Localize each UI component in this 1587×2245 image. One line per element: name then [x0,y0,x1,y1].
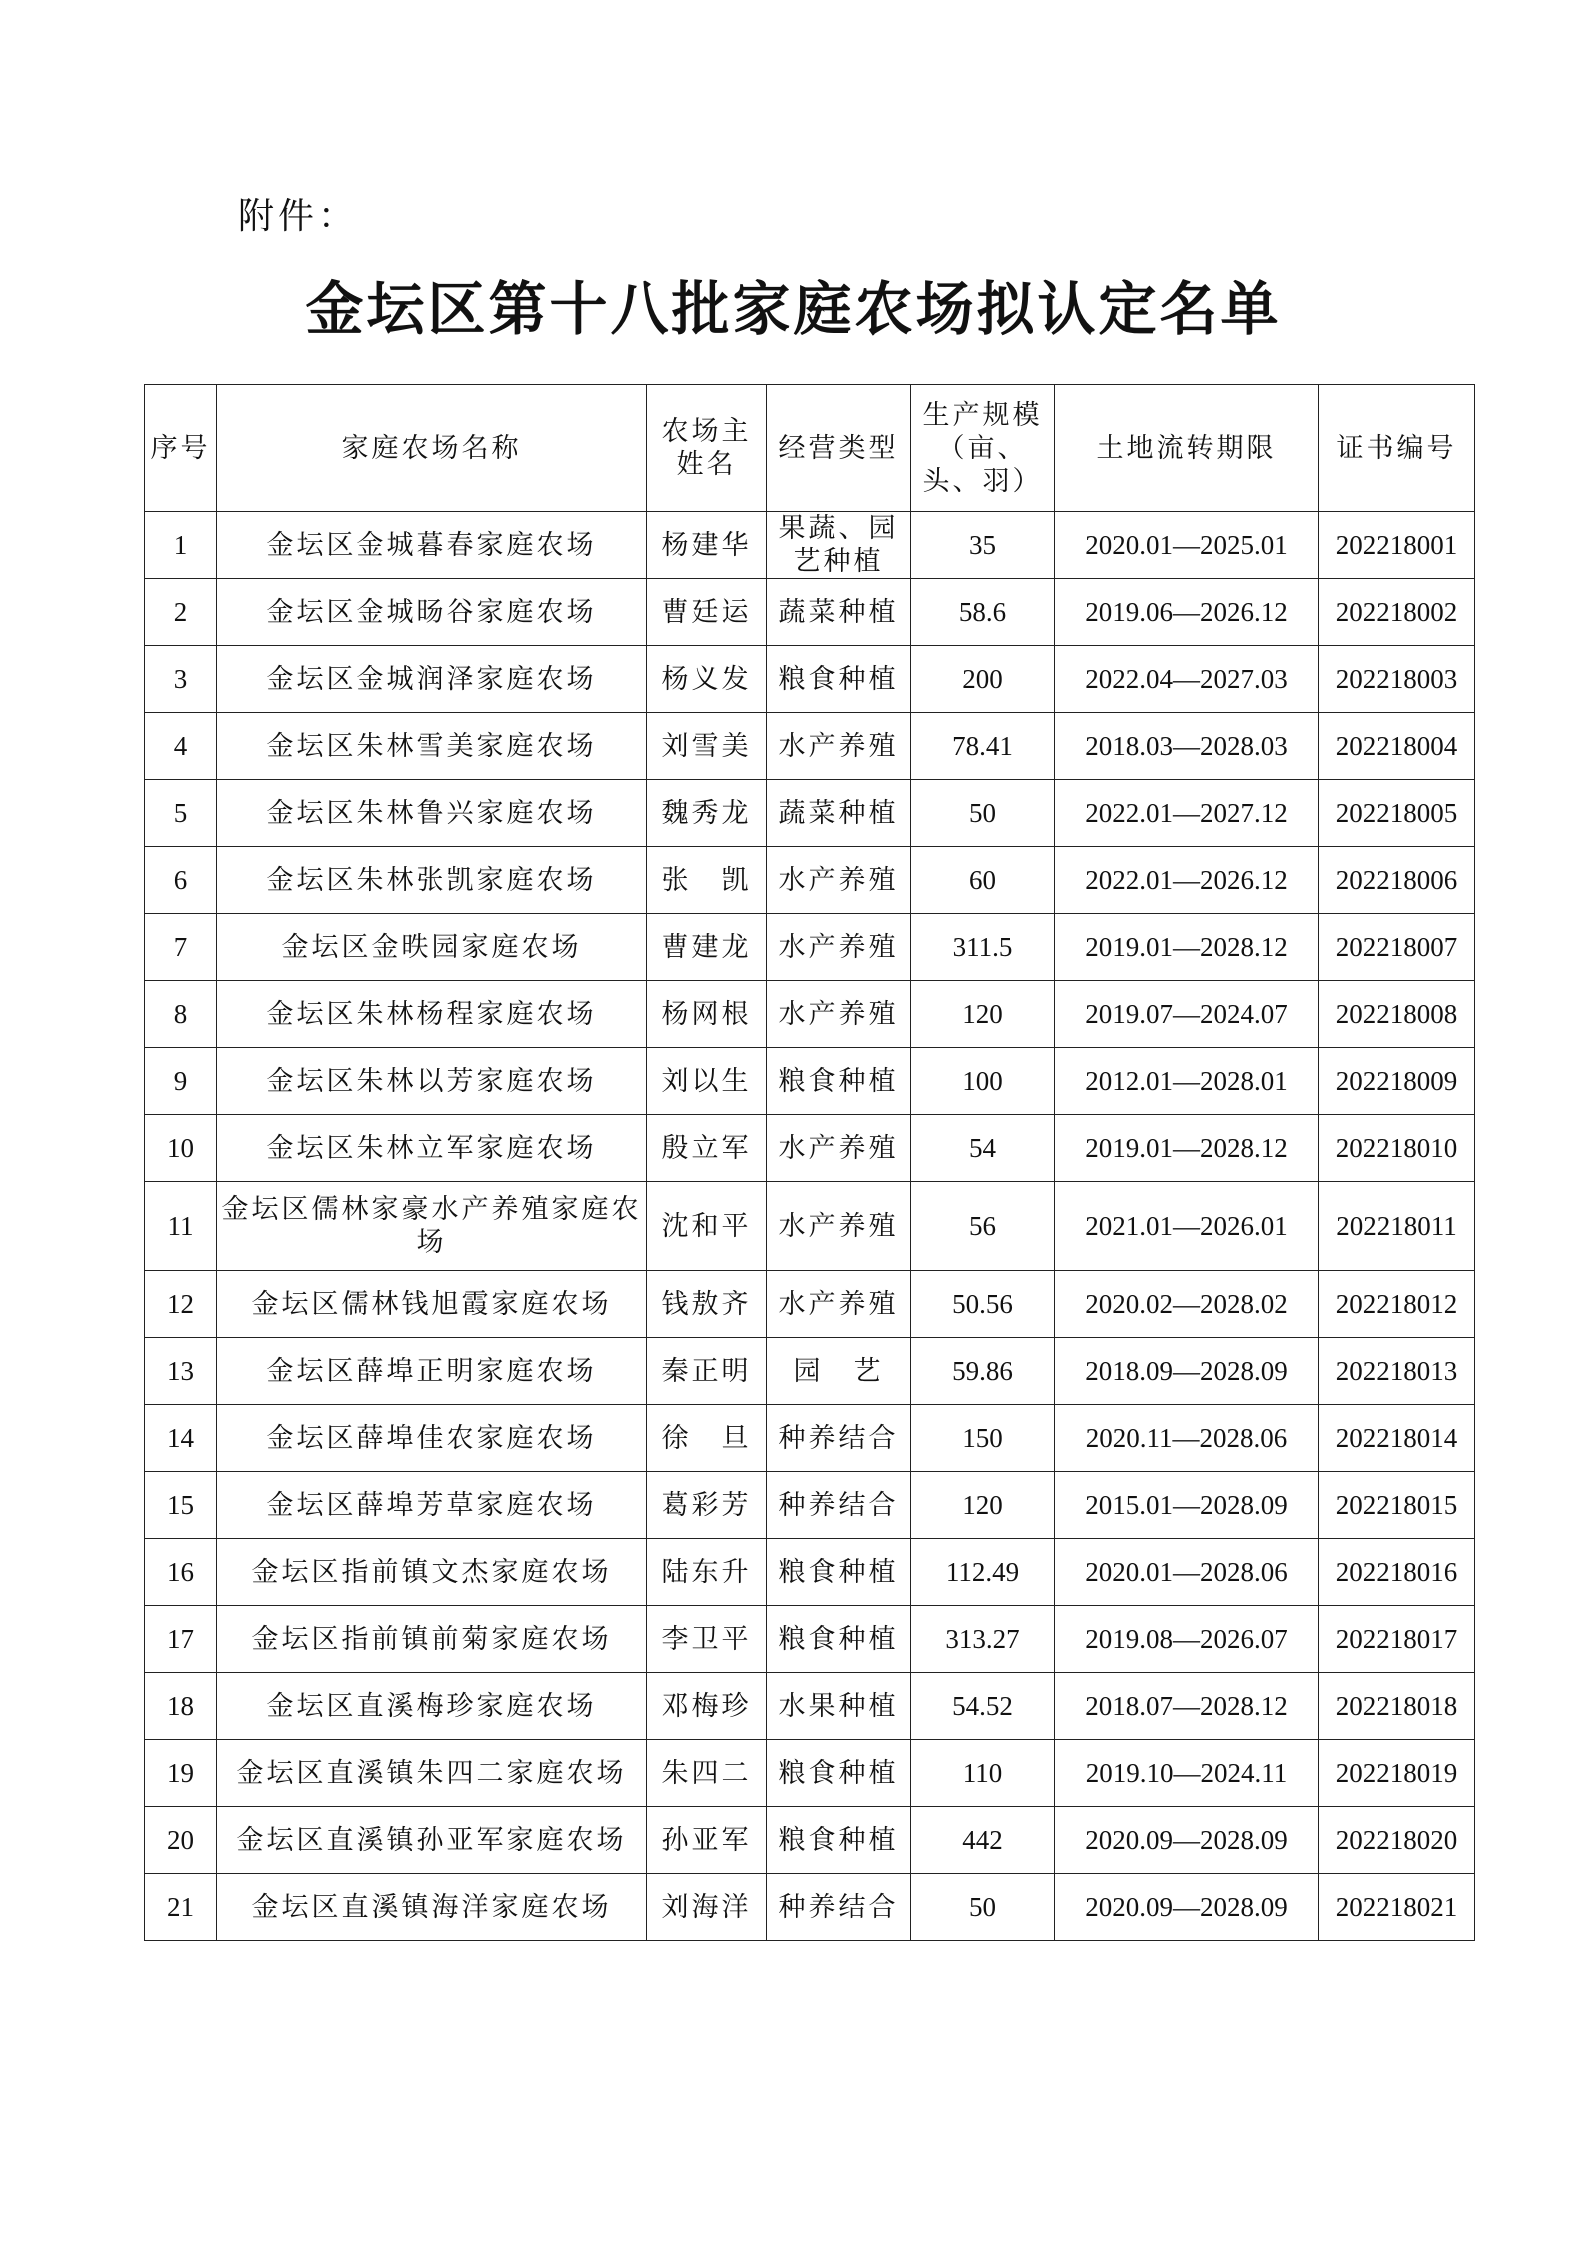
row-business-type: 粮食种植 [767,1740,911,1807]
row-land-period: 2012.01—2028.01 [1055,1048,1319,1115]
table-row [145,780,1475,847]
row-cert-no: 202218012 [1319,1271,1475,1338]
row-owner: 杨网根 [647,981,767,1048]
table-row [145,1405,1475,1472]
row-land-period: 2020.01—2028.06 [1055,1539,1319,1606]
row-business-type: 种养结合 [767,1405,911,1472]
row-scale: 54.52 [911,1673,1055,1740]
row-scale: 50.56 [911,1271,1055,1338]
row-cert-no: 202218004 [1319,713,1475,780]
row-owner: 殷立军 [647,1115,767,1182]
row-land-period: 2022.01—2026.12 [1055,847,1319,914]
table-row [145,1472,1475,1539]
row-owner: 葛彩芳 [647,1472,767,1539]
row-business-type: 果蔬、园艺种植 [767,512,911,579]
row-business-type: 水产养殖 [767,1182,911,1271]
row-land-period: 2022.04—2027.03 [1055,646,1319,713]
row-scale: 50 [911,780,1055,847]
row-scale: 50 [911,1874,1055,1941]
row-farm-name: 金坛区指前镇文杰家庭农场 [217,1539,647,1606]
row-owner: 秦正明 [647,1338,767,1405]
row-index: 18 [145,1673,217,1740]
row-cert-no: 202218001 [1319,512,1475,579]
row-scale: 120 [911,981,1055,1048]
table-row [145,981,1475,1048]
row-land-period: 2019.08—2026.07 [1055,1606,1319,1673]
header-business-type: 经营类型 [767,385,911,512]
row-farm-name: 金坛区金城润泽家庭农场 [217,646,647,713]
table-row [145,1115,1475,1182]
row-cert-no: 202218016 [1319,1539,1475,1606]
table-row [145,646,1475,713]
row-index: 21 [145,1874,217,1941]
row-farm-name: 金坛区儒林钱旭霞家庭农场 [217,1271,647,1338]
row-business-type: 蔬菜种植 [767,780,911,847]
row-owner: 孙亚军 [647,1807,767,1874]
row-scale: 150 [911,1405,1055,1472]
row-business-type: 粮食种植 [767,1606,911,1673]
row-owner: 杨建华 [647,512,767,579]
row-scale: 100 [911,1048,1055,1115]
document-title: 金坛区第十八批家庭农场拟认定名单 [305,275,1282,343]
row-farm-name: 金坛区儒林家豪水产养殖家庭农场 [217,1182,647,1271]
row-owner: 张 凯 [647,847,767,914]
row-farm-name: 金坛区朱林张凯家庭农场 [217,847,647,914]
row-owner: 邓梅珍 [647,1673,767,1740]
row-land-period: 2015.01—2028.09 [1055,1472,1319,1539]
row-business-type: 粮食种植 [767,646,911,713]
row-scale: 56 [911,1182,1055,1271]
row-owner: 刘雪美 [647,713,767,780]
table-row [145,713,1475,780]
row-cert-no: 202218003 [1319,646,1475,713]
table-row [145,512,1475,579]
row-business-type: 种养结合 [767,1874,911,1941]
row-index: 8 [145,981,217,1048]
row-farm-name: 金坛区金城旸谷家庭农场 [217,579,647,646]
row-cert-no: 202218002 [1319,579,1475,646]
row-business-type: 蔬菜种植 [767,579,911,646]
row-farm-name: 金坛区薛埠佳农家庭农场 [217,1405,647,1472]
row-scale: 35 [911,512,1055,579]
row-cert-no: 202218015 [1319,1472,1475,1539]
row-land-period: 2020.11—2028.06 [1055,1405,1319,1472]
row-land-period: 2019.07—2024.07 [1055,981,1319,1048]
row-index: 6 [145,847,217,914]
row-business-type: 园 艺 [767,1338,911,1405]
row-land-period: 2019.01—2028.12 [1055,914,1319,981]
row-farm-name: 金坛区朱林以芳家庭农场 [217,1048,647,1115]
row-land-period: 2018.07—2028.12 [1055,1673,1319,1740]
table-header-row [145,385,1475,512]
table-row [145,1539,1475,1606]
row-owner: 刘海洋 [647,1874,767,1941]
row-business-type: 粮食种植 [767,1048,911,1115]
row-cert-no: 202218011 [1319,1182,1475,1271]
attachment-label: 附件： [238,196,359,237]
row-scale: 110 [911,1740,1055,1807]
row-cert-no: 202218009 [1319,1048,1475,1115]
header-index: 序号 [145,385,217,512]
header-scale: 生产规模（亩、头、羽） [911,385,1055,512]
table-row [145,1182,1475,1271]
row-index: 2 [145,579,217,646]
row-business-type: 水产养殖 [767,847,911,914]
row-index: 13 [145,1338,217,1405]
row-farm-name: 金坛区直溪镇孙亚军家庭农场 [217,1807,647,1874]
table-row [145,579,1475,646]
row-land-period: 2020.09—2028.09 [1055,1874,1319,1941]
row-cert-no: 202218010 [1319,1115,1475,1182]
row-land-period: 2020.02—2028.02 [1055,1271,1319,1338]
table-row [145,847,1475,914]
row-business-type: 粮食种植 [767,1807,911,1874]
row-cert-no: 202218017 [1319,1606,1475,1673]
row-index: 5 [145,780,217,847]
row-scale: 78.41 [911,713,1055,780]
row-index: 7 [145,914,217,981]
row-index: 10 [145,1115,217,1182]
row-farm-name: 金坛区金昳园家庭农场 [217,914,647,981]
table-row [145,1048,1475,1115]
row-owner: 沈和平 [647,1182,767,1271]
row-business-type: 水产养殖 [767,1115,911,1182]
farm-roster-table [144,384,1475,1941]
row-owner: 徐 旦 [647,1405,767,1472]
header-farm-name: 家庭农场名称 [217,385,647,512]
row-farm-name: 金坛区朱林杨程家庭农场 [217,981,647,1048]
row-cert-no: 202218005 [1319,780,1475,847]
table-row [145,1673,1475,1740]
row-scale: 120 [911,1472,1055,1539]
row-index: 17 [145,1606,217,1673]
row-index: 12 [145,1271,217,1338]
table-row [145,1807,1475,1874]
row-scale: 60 [911,847,1055,914]
row-owner: 魏秀龙 [647,780,767,847]
row-scale: 200 [911,646,1055,713]
row-scale: 442 [911,1807,1055,1874]
row-index: 19 [145,1740,217,1807]
row-owner: 朱四二 [647,1740,767,1807]
row-farm-name: 金坛区朱林鲁兴家庭农场 [217,780,647,847]
row-scale: 54 [911,1115,1055,1182]
header-land-period: 土地流转期限 [1055,385,1319,512]
row-owner: 李卫平 [647,1606,767,1673]
row-owner: 钱敖齐 [647,1271,767,1338]
row-business-type: 水产养殖 [767,981,911,1048]
row-business-type: 水果种植 [767,1673,911,1740]
row-owner: 陆东升 [647,1539,767,1606]
row-business-type: 水产养殖 [767,914,911,981]
row-scale: 58.6 [911,579,1055,646]
row-cert-no: 202218019 [1319,1740,1475,1807]
table-row [145,1338,1475,1405]
row-index: 9 [145,1048,217,1115]
row-land-period: 2022.01—2027.12 [1055,780,1319,847]
row-index: 15 [145,1472,217,1539]
row-business-type: 种养结合 [767,1472,911,1539]
row-scale: 112.49 [911,1539,1055,1606]
row-land-period: 2019.06—2026.12 [1055,579,1319,646]
row-land-period: 2020.01—2025.01 [1055,512,1319,579]
row-index: 4 [145,713,217,780]
table-row [145,1740,1475,1807]
row-farm-name: 金坛区朱林立军家庭农场 [217,1115,647,1182]
row-business-type: 水产养殖 [767,713,911,780]
row-cert-no: 202218021 [1319,1874,1475,1941]
table-row [145,914,1475,981]
row-owner: 曹廷运 [647,579,767,646]
row-farm-name: 金坛区朱林雪美家庭农场 [217,713,647,780]
row-land-period: 2020.09—2028.09 [1055,1807,1319,1874]
row-business-type: 粮食种植 [767,1539,911,1606]
header-owner: 农场主姓名 [647,385,767,512]
row-index: 11 [145,1182,217,1271]
row-owner: 杨义发 [647,646,767,713]
row-index: 20 [145,1807,217,1874]
row-land-period: 2019.10—2024.11 [1055,1740,1319,1807]
row-farm-name: 金坛区直溪镇朱四二家庭农场 [217,1740,647,1807]
row-index: 14 [145,1405,217,1472]
row-land-period: 2021.01—2026.01 [1055,1182,1319,1271]
row-farm-name: 金坛区薛埠正明家庭农场 [217,1338,647,1405]
row-index: 3 [145,646,217,713]
row-cert-no: 202218018 [1319,1673,1475,1740]
row-land-period: 2018.09—2028.09 [1055,1338,1319,1405]
header-cert-no: 证书编号 [1319,385,1475,512]
row-farm-name: 金坛区直溪梅珍家庭农场 [217,1673,647,1740]
row-scale: 59.86 [911,1338,1055,1405]
row-cert-no: 202218006 [1319,847,1475,914]
row-scale: 311.5 [911,914,1055,981]
table-row [145,1874,1475,1941]
table-row [145,1606,1475,1673]
row-cert-no: 202218007 [1319,914,1475,981]
row-index: 16 [145,1539,217,1606]
row-business-type: 水产养殖 [767,1271,911,1338]
row-cert-no: 202218014 [1319,1405,1475,1472]
row-owner: 曹建龙 [647,914,767,981]
row-land-period: 2018.03—2028.03 [1055,713,1319,780]
table-row [145,1271,1475,1338]
row-farm-name: 金坛区薛埠芳草家庭农场 [217,1472,647,1539]
row-owner: 刘以生 [647,1048,767,1115]
row-cert-no: 202218013 [1319,1338,1475,1405]
row-index: 1 [145,512,217,579]
row-cert-no: 202218020 [1319,1807,1475,1874]
row-farm-name: 金坛区指前镇前菊家庭农场 [217,1606,647,1673]
row-cert-no: 202218008 [1319,981,1475,1048]
row-farm-name: 金坛区直溪镇海洋家庭农场 [217,1874,647,1941]
row-land-period: 2019.01—2028.12 [1055,1115,1319,1182]
row-scale: 313.27 [911,1606,1055,1673]
row-farm-name: 金坛区金城暮春家庭农场 [217,512,647,579]
